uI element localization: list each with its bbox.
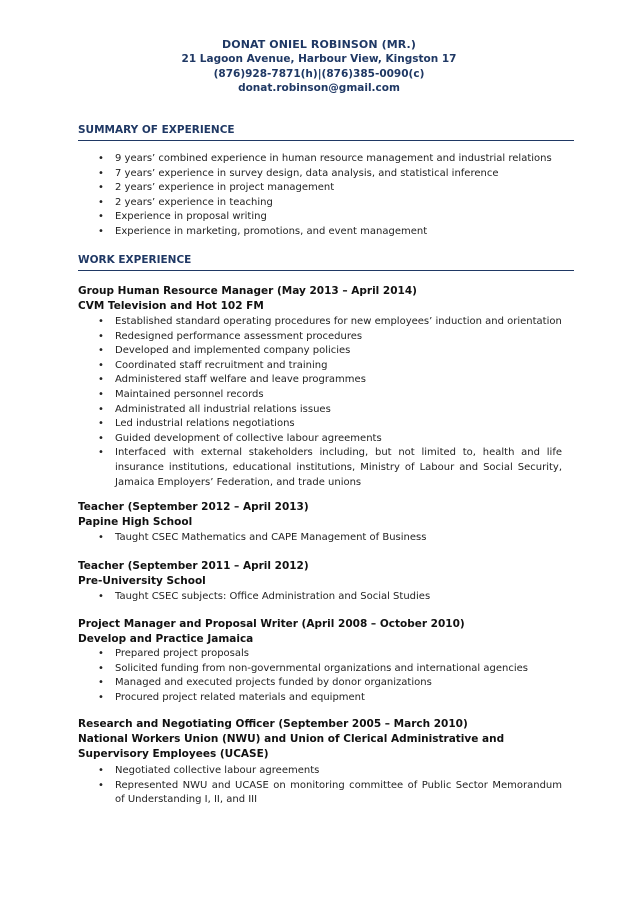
job-duty: • Managed and executed projects funded by donor organizations	[115, 676, 562, 691]
job-duty: • Administered staff welfare and leave programmes	[115, 373, 562, 388]
bullet-icon: •	[98, 330, 104, 342]
job-duty: • Led industrial relations negotiations	[115, 417, 562, 432]
job-duty: • Prepared project proposals	[115, 647, 562, 662]
job-duty: • Solicited funding from non-governmental organizations and international agencies	[115, 662, 562, 677]
job-duty: • Negotiated collective labour agreements	[115, 764, 562, 779]
summary-section-title: SUMMARY OF EXPERIENCE	[78, 124, 235, 136]
job-duties-list	[98, 590, 562, 605]
bullet-icon: •	[98, 591, 104, 602]
summary-item: • 9 years’ combined experience in human resource management and industrial relations	[115, 152, 570, 167]
bullet-icon: •	[98, 532, 104, 543]
summary-list	[98, 152, 570, 240]
bullet-icon: •	[98, 388, 104, 400]
job-role: Teacher (September 2011 – April 2012)	[78, 560, 309, 572]
applicant-name: DONAT ONIEL ROBINSON (MR.)	[222, 38, 416, 51]
job-duty: • Administrated all industrial relations issues	[115, 403, 562, 418]
bullet-icon: •	[98, 447, 104, 459]
job-duties-list	[98, 647, 562, 705]
job-organization: Pre-University School	[78, 575, 206, 587]
bullet-icon: •	[98, 316, 104, 327]
bullet-icon: •	[98, 418, 104, 430]
job-organization: CVM Television and Hot 102 FM	[78, 300, 264, 312]
job-organization: Develop and Practice Jamaica	[78, 633, 254, 645]
bullet-icon: •	[98, 765, 104, 776]
bullet-icon: •	[98, 345, 104, 357]
summary-item: • 2 years’ experience in project management	[115, 181, 570, 196]
applicant-email: donat.robinson@gmail.com	[238, 82, 400, 94]
work-divider	[78, 270, 574, 271]
job-role: Project Manager and Proposal Writer (April 2008 – October 2010)	[78, 618, 465, 630]
job-duty: • Taught CSEC subjects: Office Administration and Social Studies	[115, 590, 562, 605]
job-duty: • Redesigned performance assessment procedures	[115, 330, 562, 345]
job-role: Research and Negotiating Officer (September 2005 – March 2010)	[78, 718, 468, 730]
bullet-icon: •	[98, 691, 104, 703]
job-duty: • Established standard operating procedures for new employees’ induction and orientation	[115, 315, 562, 330]
summary-item: • Experience in proposal writing	[115, 210, 570, 225]
bullet-icon: •	[98, 153, 104, 164]
job-duties-list	[98, 315, 562, 490]
job-organization: National Workers Union (NWU) and Union of Clerical Administrative and Supervisory Employees (UCASE)	[78, 733, 505, 760]
job-role: Teacher (September 2012 – April 2013)	[78, 501, 309, 513]
bullet-icon: •	[98, 196, 104, 208]
summary-item: • Experience in marketing, promotions, and event management	[115, 225, 570, 240]
job-duty: • Maintained personnel records	[115, 388, 562, 403]
applicant-address: 21 Lagoon Avenue, Harbour View, Kingston 17	[181, 53, 457, 65]
summary-item: • 2 years’ experience in teaching	[115, 196, 570, 211]
bullet-icon: •	[98, 211, 104, 223]
summary-divider	[78, 140, 574, 141]
applicant-phone: (876)928-7871(h)|(876)385-0090(c)	[213, 67, 425, 80]
bullet-icon: •	[98, 182, 104, 194]
job-duty: • Represented NWU and UCASE on monitoring committee of Public Sector Memorandum of Understanding I, II, and III	[98, 779, 562, 806]
bullet-icon: •	[98, 167, 104, 179]
bullet-icon: •	[98, 359, 104, 371]
job-organization: Papine High School	[78, 516, 193, 528]
bullet-icon: •	[98, 662, 104, 674]
bullet-icon: •	[98, 677, 104, 689]
job-duties-list	[98, 531, 562, 546]
bullet-icon: •	[98, 374, 104, 386]
job-duty: • Guided development of collective labour agreements	[115, 432, 562, 447]
bullet-icon: •	[98, 779, 104, 791]
job-duty: • Procured project related materials and equipment	[115, 691, 562, 706]
summary-item: • 7 years’ experience in survey design, data analysis, and statistical inference	[115, 167, 570, 182]
job-duty: • Interfaced with external stakeholders including, but not limited to, health and life insurance institutions, educational institutions, Ministry of Labour and Social Security, Jamaica Employers’ Federation, and trade unions	[98, 447, 562, 488]
job-role: Group Human Resource Manager (May 2013 – April 2014)	[78, 285, 417, 297]
work-section-title: WORK EXPERIENCE	[78, 254, 192, 266]
job-duty: • Coordinated staff recruitment and training	[115, 359, 562, 374]
job-duty: • Developed and implemented company policies	[115, 344, 562, 359]
bullet-icon: •	[98, 432, 104, 444]
job-duties-list	[98, 764, 562, 808]
job-duty: • Taught CSEC Mathematics and CAPE Management of Business	[115, 531, 562, 546]
resume-header	[0, 37, 638, 96]
bullet-icon: •	[98, 225, 104, 237]
bullet-icon: •	[98, 403, 104, 415]
bullet-icon: •	[98, 648, 104, 659]
